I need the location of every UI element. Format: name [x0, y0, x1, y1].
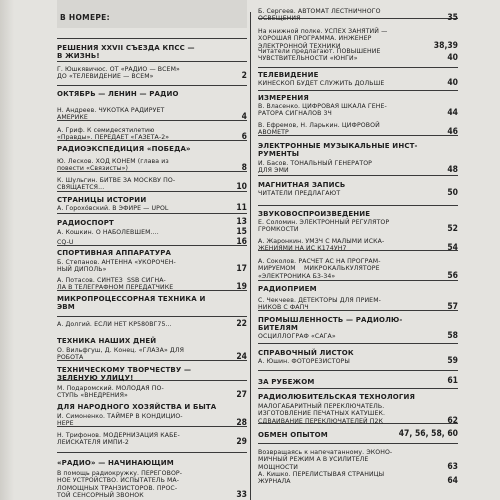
page-number: 29 [236, 437, 247, 448]
toc-section [258, 393, 458, 401]
page-number: 59 [447, 356, 458, 366]
toc-entry [57, 158, 247, 173]
toc-section [57, 403, 247, 411]
entry-text-line: ЭЛЕКТРОННОЙ ТЕХНИКИ [258, 42, 341, 50]
toc-entry [258, 160, 458, 175]
toc-entry [57, 259, 247, 274]
section-heading-line: ПРОМЫШЛЕННОСТЬ — РАДИОЛЮ- [258, 316, 403, 324]
entry-text-line: С. Чекчеев. ДЕТЕКТОРЫ ДЛЯ ПРИЕМ- [258, 297, 381, 304]
entry-text-line: ЛЕИСКАТЕЛЯ ИМПИ-2 [57, 439, 129, 447]
page-number: 57 [447, 302, 458, 313]
page-number: 16 [236, 237, 247, 247]
entry-text-line: Н. Андреев. ЧУКОТКА РАДИРУЕТ [57, 107, 165, 114]
section-heading-line: РАДИОПРИЕМ [258, 285, 317, 293]
toc-entry [258, 333, 458, 340]
toc-section [57, 459, 247, 467]
entry-text-line: Е. Соломин. ЭЛЕКТРОННЫЙ РЕГУЛЯТОР [258, 219, 390, 226]
section-rule [57, 38, 247, 39]
page-number: 50 [447, 188, 458, 198]
toc-entry [57, 229, 247, 236]
toc-section [57, 44, 247, 60]
entry-text-line: повести «Связисты») [57, 165, 129, 173]
section-heading-line: ЗА РУБЕЖОМ [258, 378, 315, 386]
toc-entry [57, 66, 247, 81]
toc-section [258, 181, 458, 189]
page-number: 52 [447, 224, 458, 235]
entry-text-line: ОСВЕЩЕНИЯ [258, 15, 301, 23]
entry-text-line: А. Кишко. ПЕРЕЛИСТЫВАЯ СТРАНИЦЫ [258, 471, 385, 478]
section-rule [258, 67, 458, 68]
section-heading-line: «РАДИО» — НАЧИНАЮЩИМ [57, 459, 174, 467]
entry-text-line: О. Вильфгуш, Д. Конец. «ГЛАЗА» ДЛЯ [57, 347, 184, 354]
section-rule [57, 85, 247, 86]
section-heading-line: МАГНИТНАЯ ЗАПИСЬ [258, 181, 346, 189]
entry-text-line: ЛА В ТЕЛЕГРАФНОМ ПЕРЕДАТЧИКЕ [57, 284, 174, 292]
section-heading-line: ЗЕЛЕНУЮ УЛИЦУ! [57, 374, 134, 382]
entry-text-line: А. Соколов. РАСЧЕТ АС НА ПРОГРАМ- [258, 258, 381, 265]
entry-text-line: А. Долгий. ЕСЛИ НЕТ КР580ВГ75... [57, 321, 172, 328]
toc-section [258, 285, 458, 293]
page-gutter-shadow [0, 0, 14, 500]
entry-text-line: М. Подаромский. МОЛОДАЯ ПО- [57, 385, 164, 392]
entry-text-line: АВОМЕТР [258, 129, 289, 137]
page-number: 54 [447, 243, 458, 254]
entry-text-line: Н. Трифонов. МОДЕРНИЗАЦИЯ КАБЕ- [57, 432, 180, 439]
toc-entry [258, 449, 458, 471]
section-heading-line: РЕШЕНИЯ XXVII СЪЕЗДА КПСС — [57, 44, 195, 52]
section-heading-line: ТЕХНИЧЕСКОМУ ТВОРЧЕСТВУ — [57, 366, 192, 374]
toc-entry [258, 297, 458, 312]
entry-text-line: И. Симоненко. ТАЙМЕР В КОНДИЦИО- [57, 413, 183, 420]
toc-entry [258, 80, 458, 87]
toc-entry [258, 219, 458, 234]
toc-section [57, 145, 247, 153]
section-heading-line: РАДИОСПОРТ [57, 219, 114, 227]
toc-entry [258, 48, 458, 63]
toc-section [258, 349, 458, 357]
page-number: 35 [447, 13, 458, 24]
section-heading-line: МИКРОПРОЦЕССОРНАЯ ТЕХНИКА И [57, 295, 206, 303]
entry-text-line: МОЩНОСТИ [258, 463, 299, 471]
page-number: 8 [241, 163, 247, 174]
page-number: 48 [447, 165, 458, 176]
toc-entry [57, 205, 247, 212]
page-number: 19 [236, 282, 247, 293]
toc-entry [258, 403, 458, 425]
page-number: 28 [236, 418, 247, 429]
section-rule [57, 316, 247, 317]
entry-text-line: НОЕ УСТРОЙСТВО. ИСПЫТАТЕЛЬ МА- [57, 477, 180, 485]
section-rule [258, 388, 458, 389]
section-heading-line: РАДИОЭКСПЕДИЦИЯ «ПОБЕДА» [57, 145, 191, 153]
entry-text-line: А. Кошкин. О НАБОЛЕВШЕМ.... [57, 229, 159, 236]
toc-entry [57, 470, 247, 499]
entry-text-line: А. Гриф. К семидесятилетию [57, 127, 155, 134]
toc-entry [258, 258, 458, 280]
section-heading-line: СПОРТИВНАЯ АППАРАТУРА [57, 249, 172, 257]
page-number: 58 [447, 331, 458, 341]
entry-text-line: Б. Степанов. АНТЕННА «УКОРОЧЕН- [57, 259, 176, 266]
section-rule [258, 443, 458, 444]
toc-entry [258, 238, 458, 253]
toc-entry [57, 177, 247, 192]
entry-text-line: ГРОМКОСТИ [258, 226, 299, 234]
toc-entry [57, 347, 247, 362]
page-number: 56 [447, 270, 458, 281]
entry-text-line: ЧИТАТЕЛИ ПРЕДЛАГАЮТ [258, 190, 341, 197]
entry-text-line: А. Потасов. СИНТЕЗ SSB СИГНА- [57, 277, 166, 284]
section-heading-line: БИТЕЛЯМ [258, 324, 298, 332]
page-number: 11 [236, 203, 247, 213]
page-number: 38,39 [433, 40, 458, 51]
toc-section [258, 71, 458, 79]
entry-text-line: СТУПЬ «ВНЕДРЕНИЯ» [57, 392, 128, 400]
page-number: 40 [447, 53, 458, 64]
entry-text-line: НЕРЕ [57, 420, 74, 428]
entry-text-line: НЫЙ ДИПОЛЬ» [57, 266, 107, 274]
section-rule [258, 280, 458, 281]
page-number: 33 [236, 489, 247, 500]
entry-text-line: И. Басов. ТОНАЛЬНЫЙ ГЕНЕРАТОР [258, 160, 372, 167]
toc-entry [258, 103, 458, 118]
entry-text-line: ИЗГОТОВЛЕНИЕ ПЕЧАТНЫХ КАТУШЕК. [258, 410, 386, 418]
entry-text-line: ОСЦИЛЛОГРАФ «САГА» [258, 333, 336, 340]
contents-title: В НОМЕРЕ: [60, 13, 110, 22]
toc-section [258, 316, 458, 332]
page-number: 44 [447, 108, 458, 119]
page-number: 47, 56, 58, 60 [398, 429, 458, 439]
toc-section [258, 431, 458, 439]
toc-entry [258, 471, 458, 486]
page-number: 22 [236, 319, 247, 329]
entry-text-line: На книжной полке. УСПЕХ ЗАНЯТИЙ — [258, 28, 388, 35]
toc-entry [57, 385, 247, 400]
entry-text-line: ЧУВСТВИТЕЛЬНОСТИ «ЮНГИ» [258, 55, 358, 63]
toc-entry [258, 122, 458, 137]
entry-text-line: НИКОВ С ФАПЧ [258, 304, 309, 312]
section-heading-line: ИЗМЕРЕНИЯ [258, 94, 309, 102]
entry-text-line: МИРУЕМОМ МИКРОКАЛЬКУЛЯТОРЕ [258, 265, 380, 273]
entry-text-line: А. Юшин. ФОТОРЕЗИСТОРЫ [258, 358, 350, 365]
entry-text-line: В. Власенко. ЦИФРОВАЯ ШКАЛА ГЕНЕ- [258, 103, 387, 110]
toc-entry [57, 239, 247, 246]
entry-text-line: ДЛЯ ЭМИ [258, 167, 289, 175]
entry-text-line: КИНЕСКОП БУДЕТ СЛУЖИТЬ ДОЛЬШЕ [258, 80, 385, 87]
page-number: 63 [447, 461, 458, 472]
page-number: 61 [447, 376, 458, 386]
section-heading-line: ОКТЯБРЬ — ЛЕНИН — РАДИО [57, 90, 179, 98]
page-number: 15 [236, 227, 247, 237]
toc-entry [57, 321, 247, 328]
page-number: 27 [236, 390, 247, 401]
toc-section [258, 210, 458, 218]
section-rule [57, 452, 247, 453]
section-rule [258, 205, 458, 206]
toc-section [258, 142, 458, 158]
toc-section [57, 295, 247, 311]
toc-entry [258, 28, 458, 50]
entry-text-line: ТОЙ СЕНСОРНЫЙ ЗВОНОК [57, 491, 144, 499]
page-number: 46 [447, 127, 458, 138]
entry-text-line: В помощь радиокружку. ПЕРЕГОВОР- [57, 470, 183, 477]
toc-entry [57, 127, 247, 142]
toc-entry [258, 190, 458, 197]
entry-text-line: ХОРОШАЯ ПРОГРАММА. ИНЖЕНЕР [258, 35, 372, 43]
section-rule [258, 90, 458, 91]
toc-section [57, 249, 247, 257]
section-rule [258, 175, 458, 176]
entry-text-line: АМЕРИКЕ [57, 114, 88, 122]
section-heading-line: В ЖИЗНЬ! [57, 52, 100, 60]
page-number: 17 [236, 264, 247, 275]
section-heading-line: СТРАНИЦЫ ИСТОРИИ [57, 196, 147, 204]
column-divider [250, 12, 251, 500]
toc-section [57, 337, 247, 345]
entry-text-line: Читатели предлагают. ПОВЫШЕНИЕ [258, 48, 381, 55]
toc-entry [258, 358, 458, 365]
page-number: 24 [236, 352, 247, 363]
entry-text-line: ДО «ТЕЛЕВИДЕНИЕ — ВСЕМ» [57, 73, 154, 81]
page-number: 4 [241, 112, 247, 123]
entry-text-line: В. Ефремов, Н. Ларькин. ЦИФРОВОЙ [258, 122, 380, 129]
entry-text-line: ЖЕНИЯМИ НА ИС К174УН7 [258, 245, 347, 253]
section-heading-line: ЭВМ [57, 303, 75, 311]
entry-text-line: А. Горохóвский. В ЭФИРЕ — UPOL [57, 205, 169, 212]
entry-text-line: СДВАИВАНИЕ ПЕРЕКЛЮЧАТЕЛЕЙ П2К [258, 417, 384, 425]
section-heading-line: РУМЕНТЫ [258, 150, 300, 158]
entry-text-line: РАТОРА СИГНАЛОВ 3Ч [258, 110, 332, 118]
entry-text-line: А. Жаронкин. УМЗЧ С МАЛЫМИ ИСКА- [258, 238, 385, 245]
entry-text-line: РОБОТА [57, 354, 84, 362]
section-rule [57, 61, 247, 62]
toc-section [57, 219, 247, 227]
toc-entry [57, 107, 247, 122]
section-rule [57, 213, 247, 214]
page-number: 2 [241, 71, 247, 82]
section-heading-line: ЭЛЕКТРОННЫЕ МУЗЫКАЛЬНЫЕ ИНСТ- [258, 142, 418, 150]
section-rule [258, 370, 458, 371]
entry-text-line: Г. Юшкявичюс. ОТ «РАДИО — ВСЕМ» [57, 66, 180, 73]
page-number: 40 [447, 78, 458, 88]
section-heading-line: ТЕЛЕВИДЕНИЕ [258, 71, 319, 79]
entry-text-line: К. Шульгин. БИТВЕ ЗА МОСКВУ ПО- [57, 177, 176, 184]
page-number: 64 [447, 476, 458, 487]
section-heading-line: ТЕХНИКА НАШИХ ДНЕЙ [57, 337, 157, 345]
entry-text-line: Возвращаясь к напечатанному. ЭКОНО- [258, 449, 393, 456]
page-number: 10 [236, 182, 247, 193]
entry-text-line: Ю. Лесков. ХОД КОНЕМ (глава из [57, 158, 169, 165]
entry-text-line: «ЭЛЕКТРОНИКА Б3-34» [258, 272, 336, 280]
entry-text-line: ЖУРНАЛА [258, 478, 291, 486]
entry-text-line: МАЛОГАБАРИТНЫЙ ПЕРЕКЛЮЧАТЕЛЬ. [258, 403, 385, 410]
toc-section [258, 378, 458, 386]
toc-section [57, 196, 247, 204]
entry-text-line: СВЯЩАЕТСЯ... [57, 184, 105, 192]
entry-text-line: CQ-U [57, 239, 74, 246]
section-heading-line: РАДИОЛЮБИТЕЛЬСКАЯ ТЕХНОЛОГИЯ [258, 393, 416, 401]
entry-text-line: Б. Сергеев. АВТОМАТ ЛЕСТНИЧНОГО [258, 8, 381, 15]
toc-section [57, 366, 247, 382]
entry-text-line: ЛОМОЩНЫХ ТРАНЗИСТОРОВ. ПРОС- [57, 484, 178, 492]
section-heading-line: ДЛЯ НАРОДНОГО ХОЗЯЙСТВА И БЫТА [57, 403, 217, 411]
toc-entry [57, 432, 247, 447]
page-number: 13 [236, 217, 247, 227]
entry-text-line: «Правды». ПЕРЕДАЕТ «ГАЗЕТА-2» [57, 134, 170, 142]
toc-section [258, 94, 458, 102]
page-number: 62 [447, 415, 458, 426]
page-number: 6 [241, 132, 247, 143]
section-rule [258, 343, 458, 344]
section-heading-line: ОБМЕН ОПЫТОМ [258, 431, 328, 439]
entry-text-line: МИЧНЫЙ РЕЖИМ А В УСИЛИТЕЛЕ [258, 456, 369, 464]
toc-entry [57, 277, 247, 292]
toc-entry [258, 8, 458, 23]
toc-section [57, 90, 247, 98]
toc-entry [57, 413, 247, 428]
section-heading-line: ЗВУКОВОСПРОИЗВЕДЕНИЕ [258, 210, 371, 218]
section-heading-line: СПРАВОЧНЫЙ ЛИСТОК [258, 349, 354, 357]
